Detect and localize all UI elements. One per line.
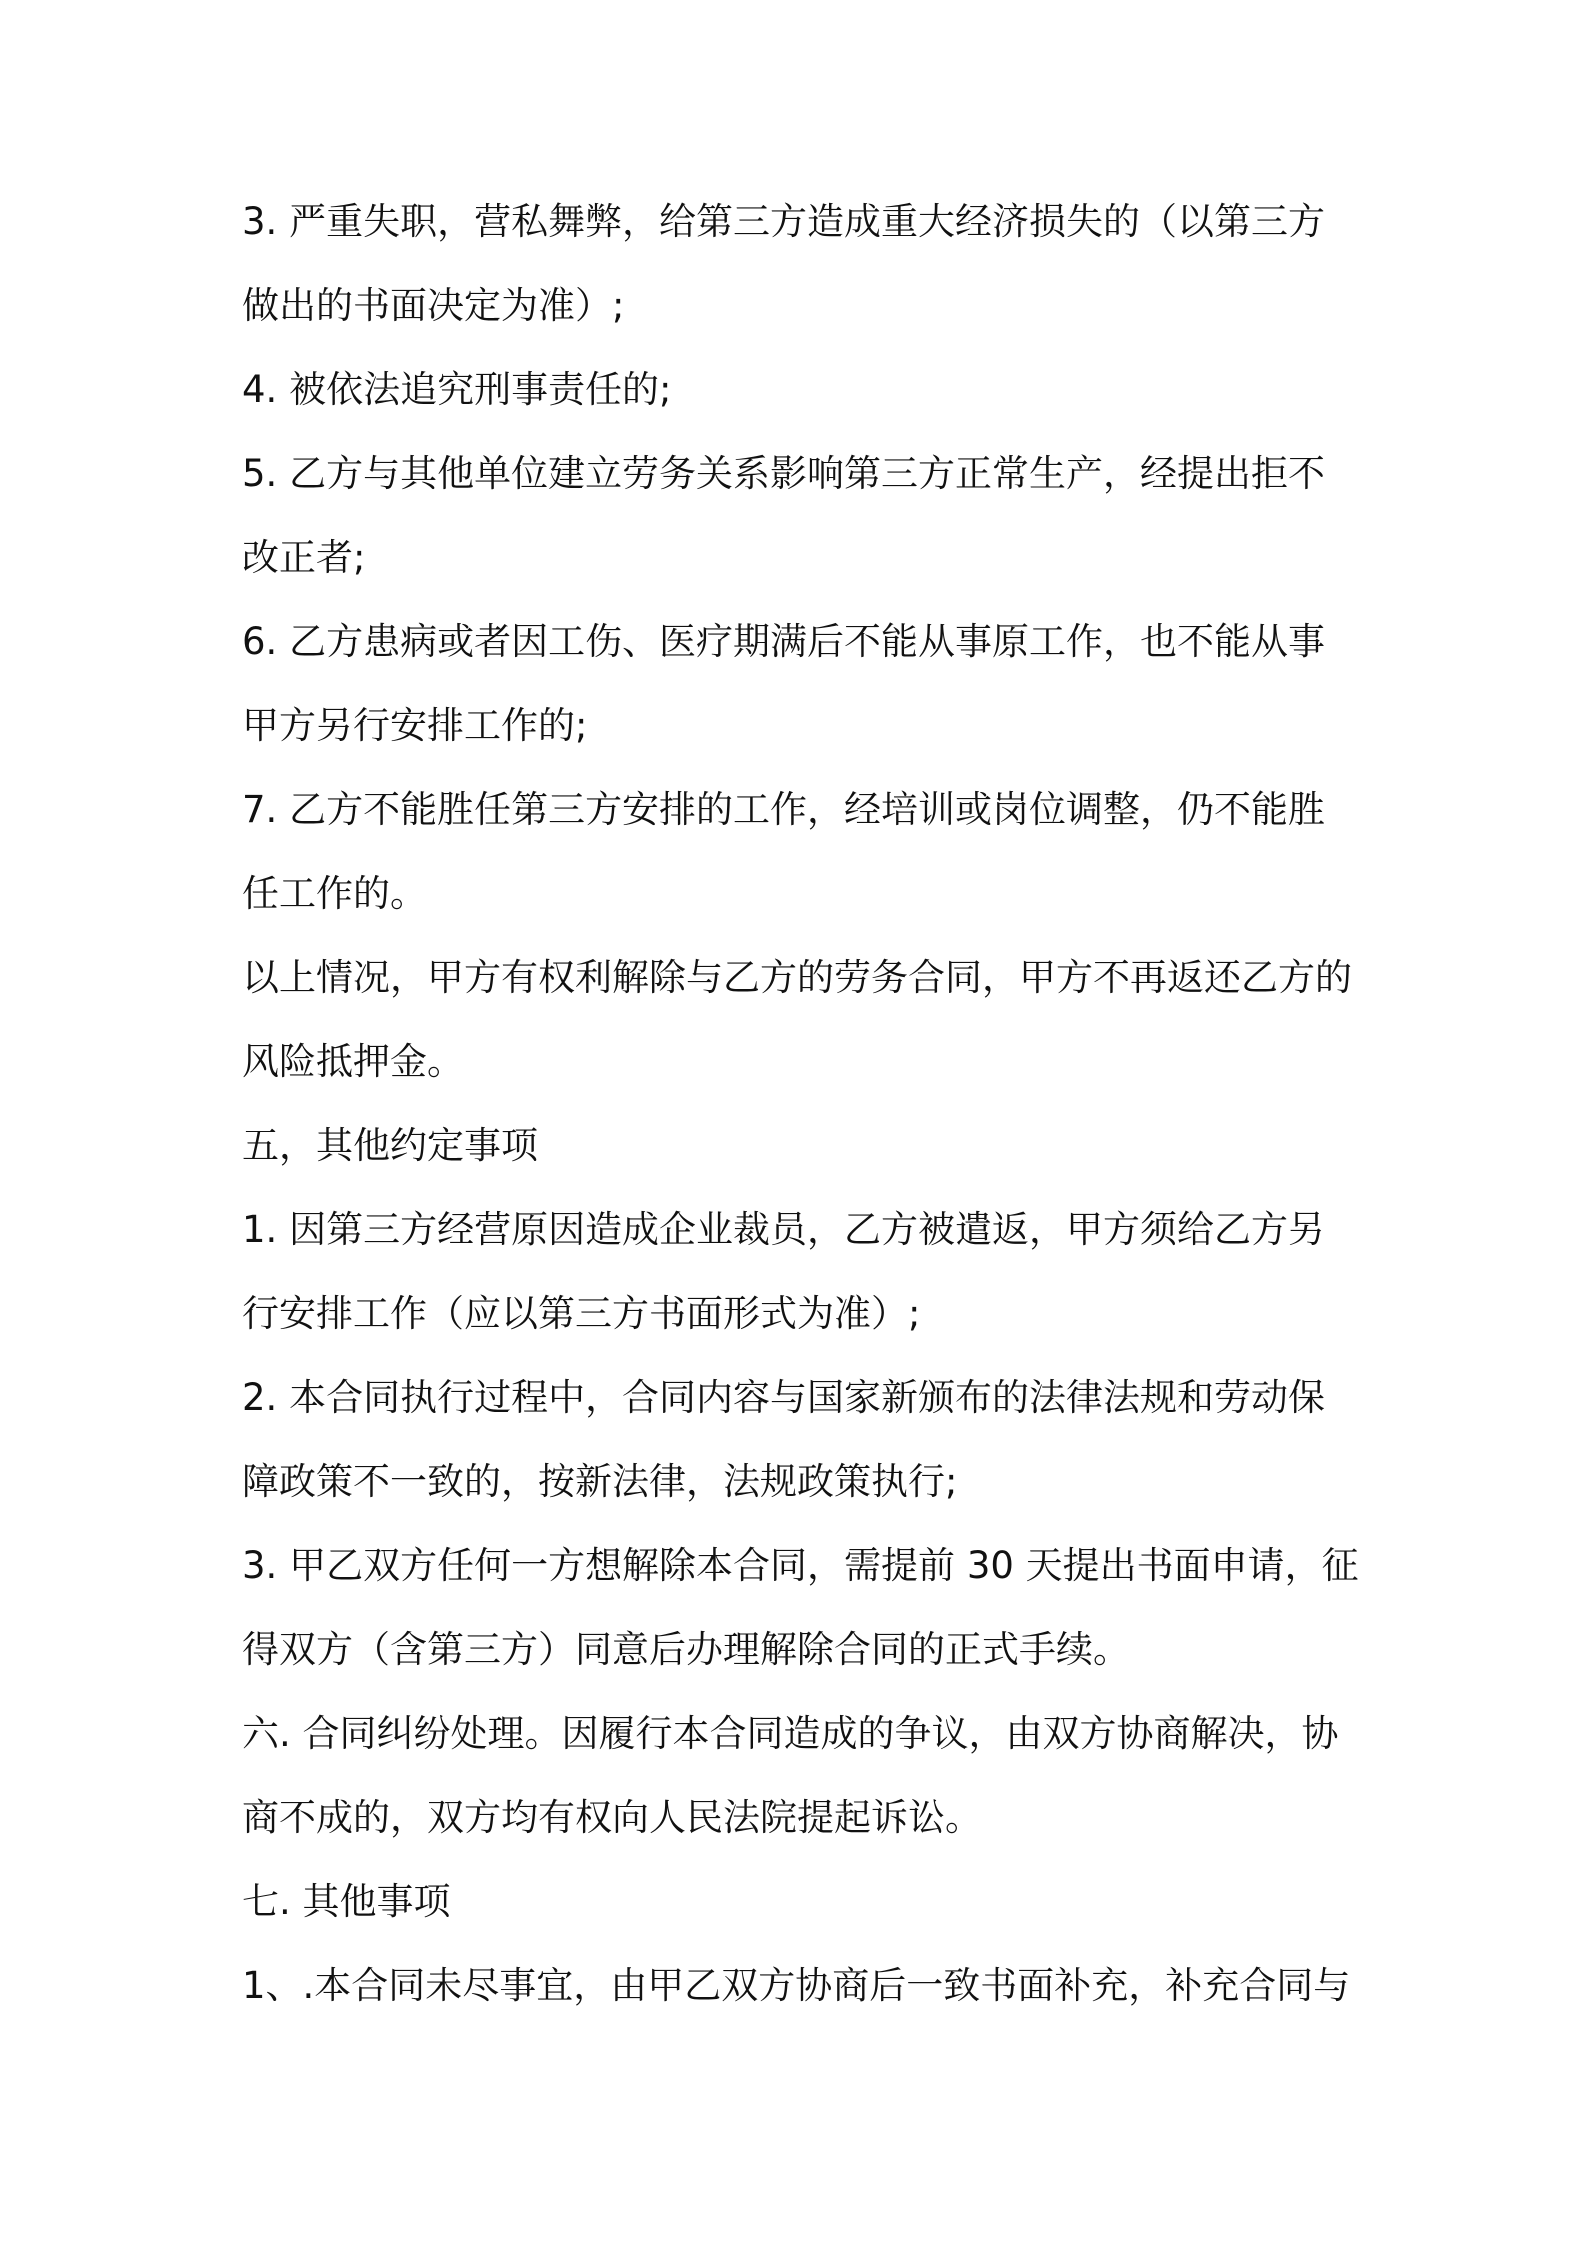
- text-line: 3. 严重失职，营私舞弊，给第三方造成重大经济损失的（以第三方: [242, 200, 1326, 243]
- text-line: 得双方（含第三方）同意后办理解除合同的正式手续。: [242, 1628, 1130, 1671]
- contract-text-body: [242, 198, 1362, 2046]
- text-line: 做出的书面决定为准）;: [242, 284, 625, 327]
- text-line: 1、.本合同未尽事宜，由甲乙双方协商后一致书面补充，补充合同与: [242, 1964, 1351, 2007]
- text-line: 障政策不一致的，按新法律，法规政策执行;: [242, 1460, 958, 1503]
- text-line: 行安排工作（应以第三方书面形式为准）;: [242, 1292, 921, 1335]
- text-line: 任工作的。: [242, 872, 427, 915]
- text-line: 5. 乙方与其他单位建立劳务关系影响第三方正常生产，经提出拒不: [242, 452, 1326, 495]
- text-line: 6. 乙方患病或者因工伤、医疗期满后不能从事原工作，也不能从事: [242, 620, 1326, 663]
- text-line: 以上情况，甲方有权利解除与乙方的劳务合同，甲方不再返还乙方的: [242, 956, 1352, 999]
- text-line: 甲方另行安排工作的;: [242, 704, 588, 747]
- text-line: 7. 乙方不能胜任第三方安排的工作，经培训或岗位调整，仍不能胜: [242, 788, 1326, 831]
- text-line: 4. 被依法追究刑事责任的;: [242, 368, 672, 411]
- text-line: 1. 因第三方经营原因造成企业裁员，乙方被遣返，甲方须给乙方另: [242, 1208, 1326, 1251]
- text-line: 改正者;: [242, 536, 366, 579]
- text-line: 3. 甲乙双方任何一方想解除本合同，需提前 30 天提出书面申请，征: [242, 1544, 1359, 1587]
- text-line: 2. 本合同执行过程中，合同内容与国家新颁布的法律法规和劳动保: [242, 1376, 1326, 1419]
- section-heading: 五，其他约定事项: [242, 1124, 538, 1167]
- section-heading: 六. 合同纠纷处理。因履行本合同造成的争议，由双方协商解决，协: [242, 1712, 1339, 1755]
- text-line: 风险抵押金。: [242, 1040, 464, 1083]
- text-line: 商不成的，双方均有权向人民法院提起诉讼。: [242, 1796, 982, 1839]
- section-heading: 七. 其他事项: [242, 1880, 451, 1923]
